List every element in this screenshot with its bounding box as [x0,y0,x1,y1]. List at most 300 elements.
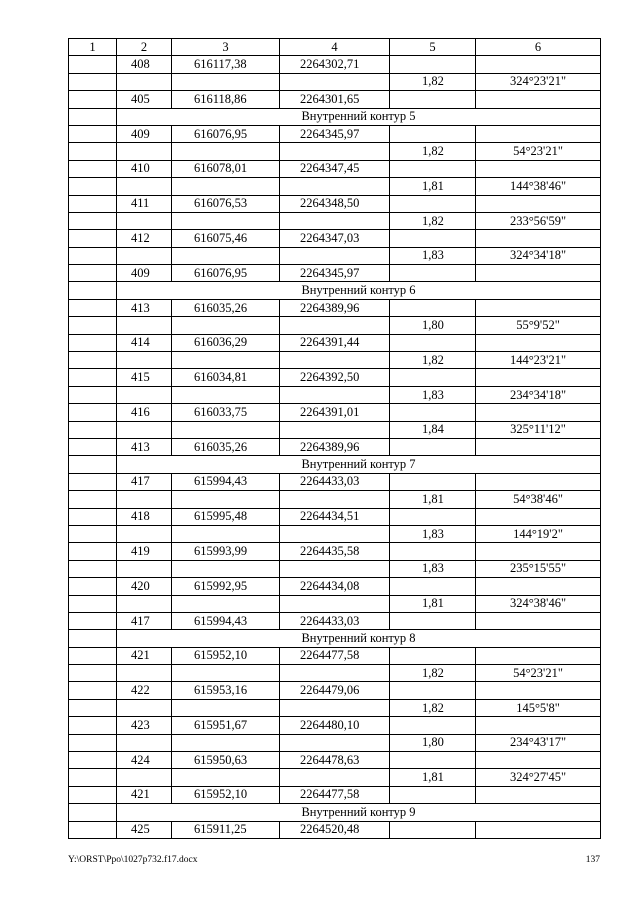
segment-length: 1,83 [390,560,476,577]
segment-row [69,178,601,195]
contour-heading: Внутренний контур 7 [117,456,601,473]
empty-cell [476,438,601,455]
empty-cell [69,491,117,508]
empty-cell [172,247,280,264]
x-coordinate: 615994,43 [172,473,280,490]
point-id: 417 [117,473,172,490]
segment-length: 1,81 [390,595,476,612]
direction-angle: 325°11'12" [476,421,601,438]
segment-length: 1,83 [390,386,476,403]
y-coordinate: 2264434,51 [280,508,390,525]
y-coordinate: 2264347,03 [280,230,390,247]
empty-cell [390,543,476,560]
point-id: 413 [117,438,172,455]
y-coordinate: 2264391,44 [280,334,390,351]
empty-cell [117,247,172,264]
empty-cell [69,752,117,769]
empty-cell [69,317,117,334]
empty-cell [390,369,476,386]
segment-length: 1,82 [390,143,476,160]
empty-cell [69,647,117,664]
segment-row [69,352,601,369]
empty-cell [117,560,172,577]
segment-row [69,317,601,334]
empty-cell [390,612,476,629]
empty-cell [390,404,476,421]
empty-cell [476,717,601,734]
column-header: 3 [172,39,280,56]
point-row [69,369,601,386]
y-coordinate: 2264520,48 [280,821,390,838]
empty-cell [69,525,117,542]
point-row [69,56,601,73]
point-row [69,682,601,699]
empty-cell [280,491,390,508]
direction-angle: 144°23'21" [476,352,601,369]
empty-cell [69,717,117,734]
empty-cell [476,508,601,525]
point-id: 410 [117,160,172,177]
empty-cell [280,386,390,403]
empty-cell [69,195,117,212]
column-header: 2 [117,39,172,56]
empty-cell [390,125,476,142]
empty-cell [476,578,601,595]
x-coordinate: 615992,95 [172,578,280,595]
contour-heading-row [69,456,601,473]
empty-cell [69,560,117,577]
point-row [69,508,601,525]
empty-cell [390,682,476,699]
y-coordinate: 2264348,50 [280,195,390,212]
segment-length: 1,82 [390,352,476,369]
point-id: 412 [117,230,172,247]
y-coordinate: 2264392,50 [280,369,390,386]
direction-angle: 324°23'21" [476,73,601,90]
point-id: 419 [117,543,172,560]
x-coordinate: 616117,38 [172,56,280,73]
y-coordinate: 2264477,58 [280,786,390,803]
empty-cell [69,821,117,838]
point-row [69,91,601,108]
direction-angle: 54°23'21" [476,665,601,682]
empty-cell [69,508,117,525]
contour-heading: Внутренний контур 6 [117,282,601,299]
x-coordinate: 615952,10 [172,786,280,803]
empty-cell [69,421,117,438]
empty-cell [69,456,117,473]
direction-angle: 55°9'52" [476,317,601,334]
empty-cell [117,595,172,612]
empty-cell [69,404,117,421]
y-coordinate: 2264434,08 [280,578,390,595]
empty-cell [476,404,601,421]
empty-cell [69,108,117,125]
y-coordinate: 2264435,58 [280,543,390,560]
point-row [69,578,601,595]
point-id: 413 [117,299,172,316]
point-row [69,821,601,838]
point-row [69,752,601,769]
empty-cell [117,699,172,716]
empty-cell [69,56,117,73]
empty-cell [280,212,390,229]
direction-angle: 145°5'8" [476,699,601,716]
contour-heading-row [69,108,601,125]
empty-cell [476,91,601,108]
direction-angle: 235°15'55" [476,560,601,577]
point-row [69,438,601,455]
empty-cell [172,491,280,508]
point-id: 408 [117,56,172,73]
segment-row [69,525,601,542]
x-coordinate: 616076,95 [172,265,280,282]
x-coordinate: 615953,16 [172,682,280,699]
empty-cell [280,352,390,369]
segment-length: 1,84 [390,421,476,438]
segment-length: 1,82 [390,699,476,716]
empty-cell [172,352,280,369]
empty-cell [476,752,601,769]
contour-heading: Внутренний контур 5 [117,108,601,125]
x-coordinate: 615951,67 [172,717,280,734]
column-header: 1 [69,39,117,56]
y-coordinate: 2264478,63 [280,752,390,769]
point-id: 405 [117,91,172,108]
point-id: 415 [117,369,172,386]
empty-cell [280,734,390,751]
empty-cell [280,143,390,160]
empty-cell [172,734,280,751]
x-coordinate: 616076,95 [172,125,280,142]
point-id: 409 [117,265,172,282]
point-row [69,786,601,803]
empty-cell [172,560,280,577]
x-coordinate: 616036,29 [172,334,280,351]
point-row [69,717,601,734]
y-coordinate: 2264391,01 [280,404,390,421]
point-id: 421 [117,647,172,664]
empty-cell [390,299,476,316]
empty-cell [69,682,117,699]
empty-cell [117,178,172,195]
contour-heading-row [69,282,601,299]
x-coordinate: 615994,43 [172,612,280,629]
page-footer [68,855,600,865]
empty-cell [117,491,172,508]
contour-heading: Внутренний контур 8 [117,630,601,647]
footer-file-path: Y:\ORST\Ppo\1027p732.f17.docx [68,855,198,865]
empty-cell [280,525,390,542]
empty-cell [476,682,601,699]
empty-cell [390,508,476,525]
segment-length: 1,83 [390,525,476,542]
direction-angle: 54°23'21" [476,143,601,160]
x-coordinate: 615995,48 [172,508,280,525]
point-row [69,265,601,282]
segment-row [69,491,601,508]
empty-cell [280,699,390,716]
empty-cell [476,230,601,247]
y-coordinate: 2264345,97 [280,125,390,142]
direction-angle: 324°38'46" [476,595,601,612]
x-coordinate: 616076,53 [172,195,280,212]
footer-page-number: 137 [585,855,600,865]
segment-length: 1,83 [390,247,476,264]
empty-cell [390,91,476,108]
point-row [69,160,601,177]
empty-cell [69,282,117,299]
point-id: 411 [117,195,172,212]
segment-row [69,769,601,786]
empty-cell [476,56,601,73]
empty-cell [69,386,117,403]
x-coordinate: 615950,63 [172,752,280,769]
empty-cell [69,265,117,282]
segment-length: 1,81 [390,769,476,786]
direction-angle: 54°38'46" [476,491,601,508]
empty-cell [476,473,601,490]
empty-cell [390,786,476,803]
segment-length: 1,81 [390,491,476,508]
point-row [69,612,601,629]
empty-cell [172,699,280,716]
empty-cell [476,299,601,316]
x-coordinate: 615993,99 [172,543,280,560]
empty-cell [172,421,280,438]
point-id: 423 [117,717,172,734]
x-coordinate: 615911,25 [172,821,280,838]
point-id: 417 [117,612,172,629]
empty-cell [172,386,280,403]
direction-angle: 144°38'46" [476,178,601,195]
x-coordinate: 616118,86 [172,91,280,108]
empty-cell [476,612,601,629]
empty-cell [69,352,117,369]
empty-cell [390,578,476,595]
empty-cell [69,578,117,595]
empty-cell [390,56,476,73]
y-coordinate: 2264389,96 [280,438,390,455]
empty-cell [280,73,390,90]
column-header: 6 [476,39,601,56]
empty-cell [476,543,601,560]
empty-cell [172,595,280,612]
empty-cell [69,212,117,229]
empty-cell [69,369,117,386]
y-coordinate: 2264433,03 [280,473,390,490]
empty-cell [69,438,117,455]
empty-cell [280,178,390,195]
empty-cell [476,334,601,351]
x-coordinate: 616033,75 [172,404,280,421]
x-coordinate: 616034,81 [172,369,280,386]
table-header-row [69,39,601,56]
empty-cell [390,160,476,177]
empty-cell [476,160,601,177]
empty-cell [280,665,390,682]
segment-row [69,595,601,612]
empty-cell [69,769,117,786]
empty-cell [390,438,476,455]
x-coordinate: 615952,10 [172,647,280,664]
y-coordinate: 2264477,58 [280,647,390,664]
empty-cell [172,665,280,682]
point-id: 420 [117,578,172,595]
y-coordinate: 2264433,03 [280,612,390,629]
empty-cell [390,717,476,734]
point-id: 409 [117,125,172,142]
point-id: 424 [117,752,172,769]
x-coordinate: 616035,26 [172,299,280,316]
empty-cell [172,525,280,542]
empty-cell [69,473,117,490]
empty-cell [69,143,117,160]
empty-cell [69,160,117,177]
point-row [69,473,601,490]
empty-cell [69,612,117,629]
empty-cell [117,317,172,334]
segment-length: 1,82 [390,73,476,90]
empty-cell [390,821,476,838]
empty-cell [280,560,390,577]
segment-row [69,212,601,229]
point-id: 418 [117,508,172,525]
empty-cell [280,317,390,334]
y-coordinate: 2264347,45 [280,160,390,177]
empty-cell [117,421,172,438]
segment-length: 1,80 [390,317,476,334]
empty-cell [69,125,117,142]
empty-cell [172,178,280,195]
empty-cell [172,317,280,334]
point-row [69,404,601,421]
empty-cell [117,665,172,682]
point-id: 416 [117,404,172,421]
coordinates-table [68,38,601,839]
empty-cell [69,804,117,821]
segment-row [69,560,601,577]
empty-cell [390,752,476,769]
empty-cell [390,647,476,664]
empty-cell [117,386,172,403]
empty-cell [476,125,601,142]
empty-cell [69,230,117,247]
point-row [69,195,601,212]
empty-cell [390,334,476,351]
empty-cell [69,734,117,751]
segment-length: 1,82 [390,212,476,229]
direction-angle: 233°56'59" [476,212,601,229]
empty-cell [117,212,172,229]
point-id: 425 [117,821,172,838]
empty-cell [117,769,172,786]
segment-row [69,421,601,438]
column-header: 4 [280,39,390,56]
empty-cell [390,473,476,490]
empty-cell [280,421,390,438]
empty-cell [117,143,172,160]
contour-heading-row [69,630,601,647]
direction-angle: 144°19'2" [476,525,601,542]
segment-length: 1,82 [390,665,476,682]
point-row [69,299,601,316]
empty-cell [69,73,117,90]
coordinates-table-sheet [68,38,600,839]
segment-row [69,386,601,403]
segment-row [69,143,601,160]
empty-cell [476,821,601,838]
empty-cell [117,352,172,369]
empty-cell [117,525,172,542]
empty-cell [476,265,601,282]
column-header: 5 [390,39,476,56]
point-row [69,125,601,142]
empty-cell [476,369,601,386]
empty-cell [280,247,390,264]
empty-cell [69,334,117,351]
empty-cell [476,195,601,212]
direction-angle: 324°34'18" [476,247,601,264]
empty-cell [476,786,601,803]
y-coordinate: 2264301,65 [280,91,390,108]
empty-cell [117,73,172,90]
table-body [69,56,601,839]
empty-cell [69,665,117,682]
empty-cell [172,212,280,229]
empty-cell [390,265,476,282]
empty-cell [280,769,390,786]
x-coordinate: 616035,26 [172,438,280,455]
empty-cell [69,630,117,647]
point-row [69,543,601,560]
segment-row [69,734,601,751]
empty-cell [172,73,280,90]
segment-length: 1,81 [390,178,476,195]
empty-cell [69,91,117,108]
point-id: 421 [117,786,172,803]
segment-row [69,699,601,716]
contour-heading: Внутренний контур 9 [117,804,601,821]
x-coordinate: 616078,01 [172,160,280,177]
empty-cell [69,299,117,316]
empty-cell [69,786,117,803]
segment-row [69,73,601,90]
point-row [69,647,601,664]
empty-cell [69,178,117,195]
direction-angle: 234°43'17" [476,734,601,751]
empty-cell [172,769,280,786]
y-coordinate: 2264479,06 [280,682,390,699]
y-coordinate: 2264389,96 [280,299,390,316]
y-coordinate: 2264480,10 [280,717,390,734]
empty-cell [390,195,476,212]
x-coordinate: 616075,46 [172,230,280,247]
segment-row [69,665,601,682]
contour-heading-row [69,804,601,821]
segment-length: 1,80 [390,734,476,751]
point-row [69,230,601,247]
empty-cell [476,647,601,664]
empty-cell [390,230,476,247]
empty-cell [172,143,280,160]
direction-angle: 234°34'18" [476,386,601,403]
empty-cell [69,543,117,560]
point-row [69,334,601,351]
point-id: 414 [117,334,172,351]
empty-cell [280,595,390,612]
empty-cell [69,699,117,716]
